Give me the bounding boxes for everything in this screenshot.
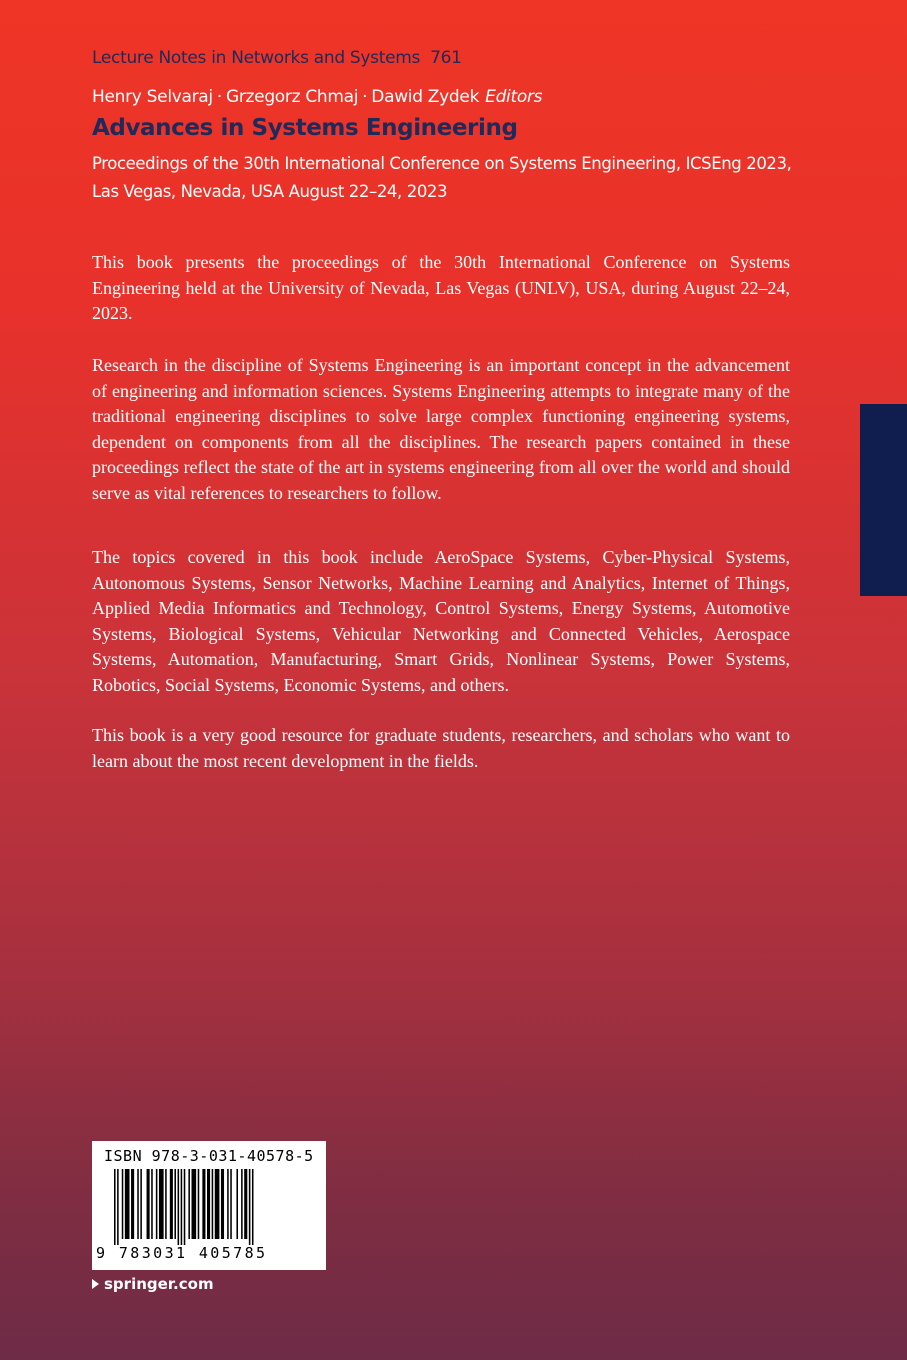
barcode-bar [117, 1169, 119, 1245]
editor-separator: · [216, 87, 222, 107]
series-name: Lecture Notes in Networks and Systems [92, 48, 421, 68]
barcode-bar [212, 1169, 214, 1239]
barcode-bar [147, 1169, 150, 1239]
isbn-barcode-box [92, 1141, 326, 1270]
barcode-graphic [112, 1169, 312, 1245]
barcode-bar [202, 1169, 205, 1239]
series-line [92, 48, 462, 68]
barcode-bar [159, 1169, 164, 1239]
barcode-bar [236, 1169, 238, 1239]
triangle-right-icon [92, 1279, 99, 1289]
barcode-bar [114, 1169, 116, 1245]
editor-name: Dawid Zydek [371, 87, 480, 107]
barcode-bar [252, 1169, 254, 1245]
series-number: 761 [430, 48, 462, 68]
barcode-bar [181, 1169, 183, 1245]
blurb-paragraph: The topics covered in this book include AeroSpace Systems, Cyber-Physical Systems, Autonomous Systems, Sensor Networks, Machine Learning and Analytics, Internet of Things, Applied Media Informatics and Technology, Control Systems, Energy Systems, Automotive Systems, Biological Systems, Vehicular Networking and Connected Vehicles, Aerospace Systems, Automation, Manufacturing, Smart Grids, Nonlinear Systems, Power Systems, Robotics, Social Systems, Economic Systems, and others. [92, 547, 790, 695]
blurb-paragraph: This book presents the proceedings of the 30th International Conference on Systems Engineering held at the University of Nevada, Las Vegas (UNLV), USA, during August 22–24, 2023. [92, 252, 790, 324]
barcode-bar [207, 1169, 210, 1239]
barcode-bar [198, 1169, 200, 1239]
blurb-paragraph: This book is a very good resource for graduate students, researchers, and scholars who want to learn about the most recent development in the fields. [92, 725, 790, 771]
barcode-bar [125, 1169, 130, 1239]
editor-name: Henry Selvaraj [92, 87, 213, 107]
barcode-digits: 9 783031 405785 [96, 1244, 268, 1262]
barcode-bar [178, 1169, 180, 1245]
barcode-bar [174, 1169, 176, 1239]
barcode-bar [230, 1169, 232, 1239]
barcode-bar [137, 1169, 139, 1239]
book-title: Advances in Systems Engineering [92, 115, 518, 141]
barcode-bar [227, 1169, 229, 1239]
publisher-url: springer.com [104, 1275, 214, 1293]
editor-name: Grzegorz Chmaj [225, 87, 359, 107]
blurb-paragraph: Research in the discipline of Systems Engineering is an important concept in the advancement of engineering and information sciences. Systems Engineering attempts to integrate many of the traditional engineering disciplines to solve large complex functioning engineering systems, dependent on components from all the disciplines. The research papers contained in these proceedings reflect the state of the art in systems engineering from all over the world and should serve as vital references to researchers to follow. [92, 355, 790, 503]
barcode-bar [165, 1169, 167, 1239]
editors-line [92, 87, 542, 107]
publisher-link[interactable] [92, 1275, 214, 1293]
editor-separator: · [362, 87, 368, 107]
barcode-bar [151, 1169, 153, 1239]
barcode-bar [215, 1169, 220, 1239]
barcode-bar [184, 1169, 186, 1245]
barcode-bar [122, 1169, 124, 1239]
barcode-bar [249, 1169, 251, 1245]
barcode-bar [221, 1169, 224, 1239]
barcode-bar [241, 1169, 243, 1239]
barcode-bar [192, 1169, 197, 1239]
barcode-bar [156, 1169, 158, 1239]
isbn-label: ISBN 978-3-031-40578-5 [104, 1147, 314, 1165]
barcode-bar [140, 1169, 142, 1239]
barcode-bar [170, 1169, 173, 1239]
editors-role: Editors [485, 87, 543, 107]
barcode-bar [188, 1169, 190, 1239]
spine-color-tab [860, 404, 907, 596]
barcode-bar [244, 1169, 247, 1239]
barcode-bar [131, 1169, 134, 1239]
book-subtitle: Proceedings of the 30th International Conference on Systems Engineering, ICSEng 2023, Las Vegas, Nevada, USA August 22–24, 2023 [92, 154, 792, 201]
